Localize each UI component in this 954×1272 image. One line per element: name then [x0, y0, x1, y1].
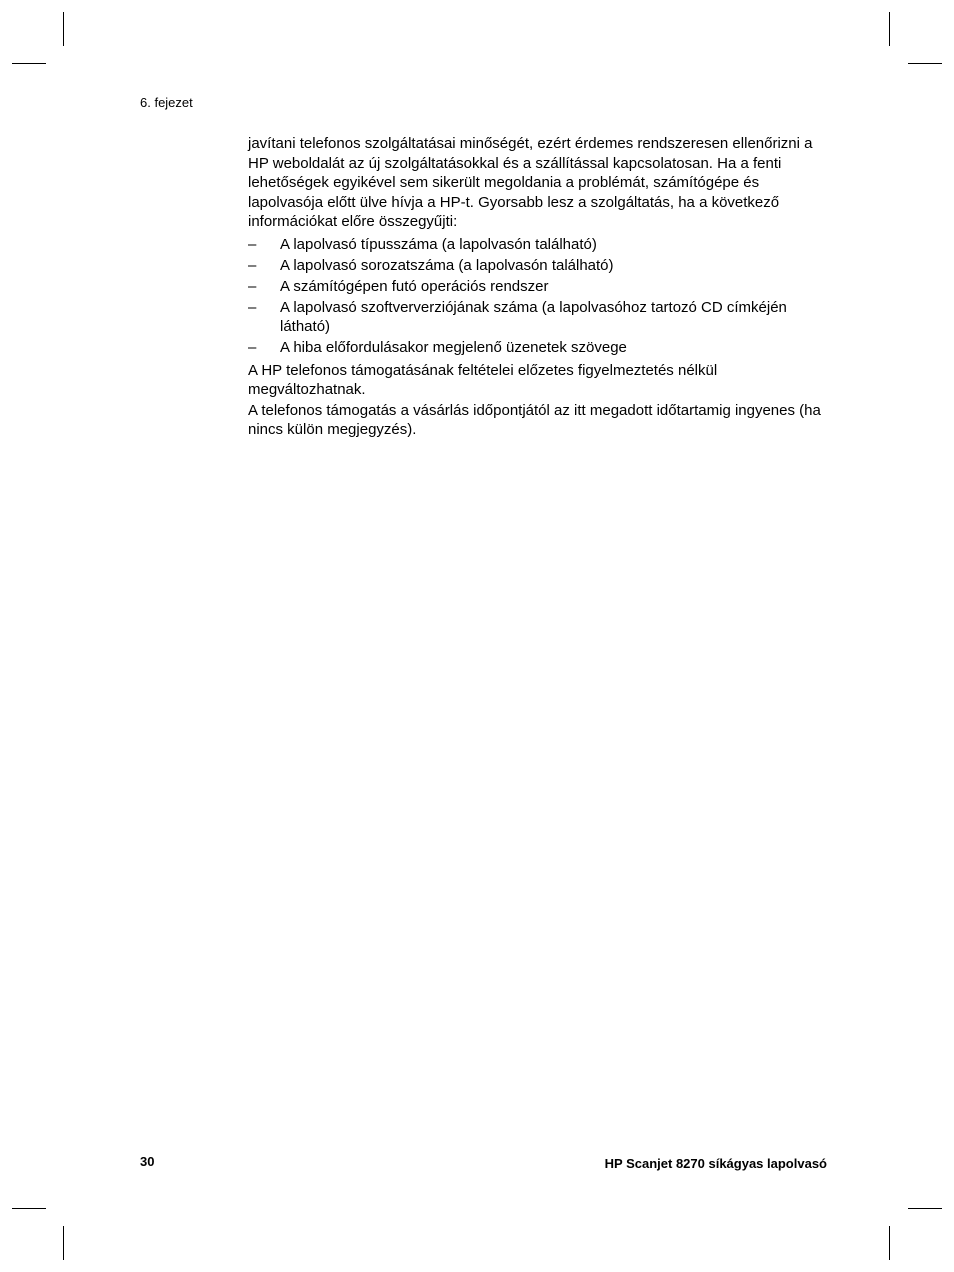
list-item: [248, 338, 828, 358]
support-terms-note: A HP telefonos támogatásának feltételei előzetes figyelmeztetés nélkül megváltozhatnak.: [248, 361, 718, 398]
list-item-text: A számítógépen futó operációs rendszer: [280, 277, 549, 295]
crop-mark-bottom-right-horizontal: [908, 1208, 942, 1209]
list-item-text: A hiba előfordulásakor megjelenő üzenetek szövege: [280, 339, 627, 356]
crop-mark-top-right-vertical: [889, 12, 890, 46]
dash-marker: –: [248, 235, 257, 253]
crop-mark-bottom-left-vertical: [63, 1226, 64, 1260]
intro-paragraph: javítani telefonos szolgáltatásai minőségét, ezért érdemes rendszeresen ellenőrizni a HP weboldalát az új szolgáltatásokkal és a szállítással kapcsolatosan. Ha a fenti lehetőségek egyikével sem sikerült megoldania a problémát, számítógépe és lapolvasója előtt ülve hívja a HP-t. Gyorsabb lesz a szolgáltatás, ha a következő információkat előre összegyűjti:: [248, 135, 813, 230]
dash-marker: –: [248, 256, 257, 274]
list-item-text: A lapolvasó típusszáma (a lapolvasón található): [280, 235, 597, 253]
list-item: [248, 277, 828, 297]
crop-mark-top-left-horizontal: [12, 63, 46, 64]
free-support-note: A telefonos támogatás a vásárlás időpontjától az itt megadott időtartamig ingyenes (ha nincs külön megjegyzés).: [248, 401, 821, 438]
list-item-text: A lapolvasó szoftververziójának száma (a lapolvasóhoz tartozó CD címkéjén látható): [280, 298, 787, 335]
page-number: 30: [140, 1154, 155, 1169]
footer-product-name: HP Scanjet 8270 síkágyas lapolvasó: [604, 1156, 827, 1171]
list-item: [248, 235, 828, 255]
list-item-text: A lapolvasó sorozatszáma (a lapolvasón található): [280, 256, 614, 274]
chapter-label: 6. fejezet: [140, 95, 193, 110]
info-list: [248, 235, 828, 358]
crop-mark-bottom-left-horizontal: [12, 1208, 46, 1209]
list-item: [248, 298, 828, 337]
dash-marker: –: [248, 277, 257, 295]
dash-marker: –: [248, 339, 257, 356]
page-content: [248, 134, 828, 440]
dash-marker: –: [248, 298, 257, 316]
crop-mark-top-left-vertical: [63, 12, 64, 46]
list-item: [248, 256, 828, 276]
crop-mark-top-right-horizontal: [908, 63, 942, 64]
crop-mark-bottom-right-vertical: [889, 1226, 890, 1260]
